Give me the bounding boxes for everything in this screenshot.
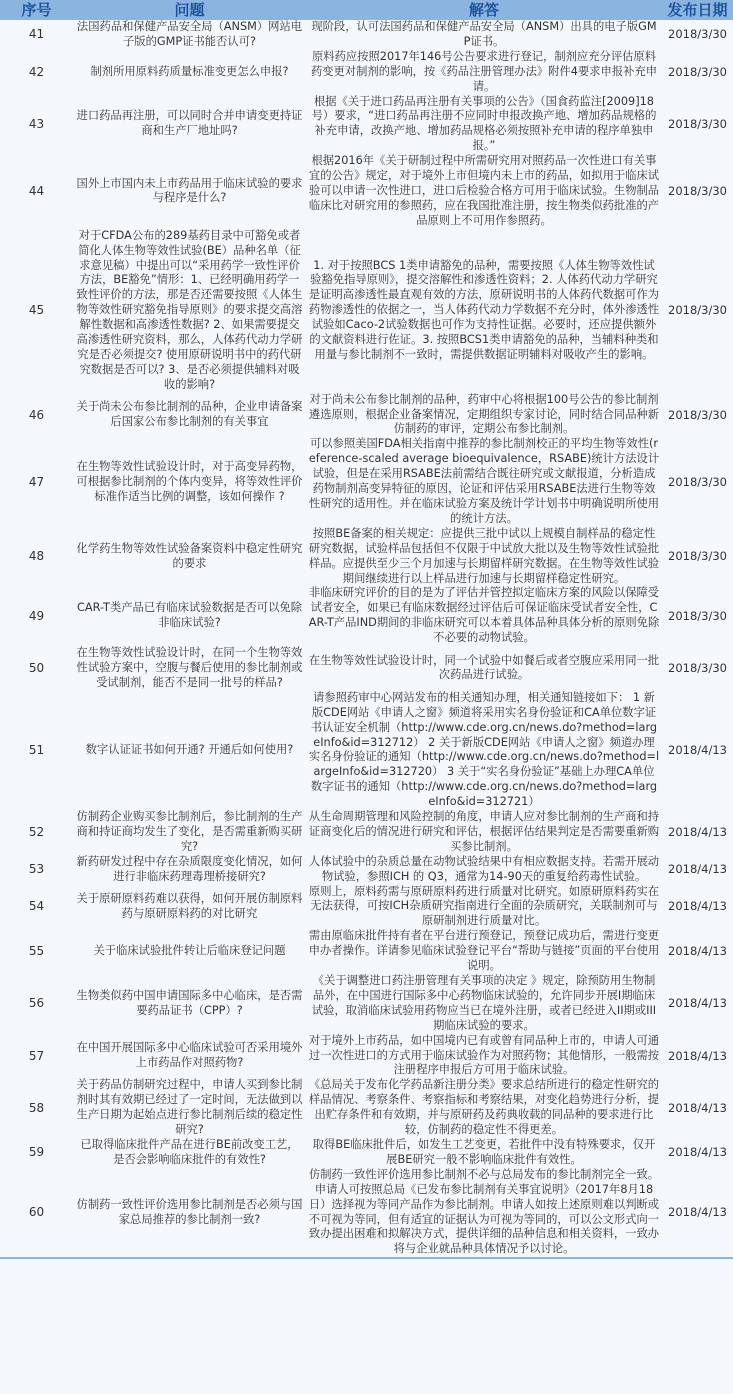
row-date: 2018/3/30 [668,303,727,318]
row-question: 仿制药企业购买参比制剂后，参比制剂的生产商和持证商均发生了变化，是否需重新购买研究? [76,810,303,853]
row-answer: 需由原临床批件持有者在平台进行预登记，预登记成功后，需进行变更申办者操作。详请参见临床试验登记平台“帮助与链接”页面的平台使用说明。 [308,929,660,973]
row-date: 2018/4/13 [668,1048,727,1063]
row-question: 关于尚未公布参比制剂的品种，企业申请备案后国家公布参比制剂的有关事宜 [76,400,303,429]
row-date: 2018/4/13 [668,996,727,1011]
row-question: 进口药品再注册，可以同时合并申请变更持证商和生产厂地址吗? [76,109,303,138]
row-number: 46 [28,407,45,422]
row-question: 在生物等效性试验设计时，对于高变异药物，可根据参比制剂的个体内变异，将等效性评价标准作适当比例的调整，该如何操作 ? [76,459,303,503]
table-row [0,691,733,810]
table-body [0,20,733,1258]
header-number: 序号 [0,0,73,20]
row-date: 2018/3/30 [668,608,727,623]
row-question: 制剂所用原料药质量标准变更怎么申报? [90,64,289,78]
row-number: 56 [28,996,45,1011]
row-date: 2018/3/30 [668,660,727,675]
header-question: 问题 [73,0,306,20]
row-number: 60 [28,1205,45,1220]
row-question: 新药研发过程中存在杂质限度变化情况，如何进行非临床药理毒理桥接研究? [76,854,303,883]
row-date: 2018/4/13 [668,1145,727,1160]
row-number: 51 [28,742,45,757]
table-row [0,1034,733,1079]
table-row [0,154,733,229]
row-question: 生物类似药中国申请国际多中心临床，是否需要药品证书（CPP）? [76,988,303,1017]
table-row [0,974,733,1034]
table-row [0,810,733,855]
table-row [0,586,733,646]
row-date: 2018/4/13 [668,899,727,914]
row-question: 法国药品和保健产品安全局（ANSM）网站电子版的GMP证书能否认可? [76,20,303,48]
row-question: 仿制药一致性评价选用参比制剂是否必须与国家总局推荐的参比制剂一致? [76,1197,303,1226]
row-answer: 取得BE临床批件后，如发生工艺变更，若批件中没有特殊要求，仅开展BE研究一般不影响临床批件有效性。 [312,1137,656,1166]
row-answer: 根据2016年《关于研制过程中所需研究用对照药品一次性进口有关事宜的公告》规定，对于境外上市但境内未上市的药品，如拟用于临床试验可以申请一次性进口，进口后检验合格方可用于临床试验。生物制品临床比对研究用的参照药，应在我国批准注册，按生物类似药批准的产品原则上不可用作参照药。 [308,154,660,227]
table-row [0,1078,733,1138]
row-date: 2018/3/30 [668,407,727,422]
row-question: 关于临床试验批件转让后临床登记问题 [93,944,286,958]
row-date: 2018/3/30 [668,183,727,198]
row-number: 44 [28,183,45,198]
table-row [0,229,733,393]
table-row [0,885,733,930]
row-number: 55 [28,944,45,959]
row-answer: 对于尚未公布参比制剂的品种，药审中心将根据100号公告的参比制剂遴选原则，根据企业备案情况，定期组织专家讨论，同时结合同品种新仿制药的审评，定期公布参比制剂。 [308,392,660,436]
row-number: 59 [28,1145,45,1160]
row-number: 42 [28,64,45,79]
table-row [0,1168,733,1258]
row-number: 49 [28,608,45,623]
row-question: 化学药生物等效性试验备案资料中稳定性研究的要求 [76,541,303,570]
table-row [0,527,733,587]
row-date: 2018/4/13 [668,824,727,839]
table-header [0,0,733,20]
row-number: 41 [28,27,45,42]
row-number: 48 [28,549,45,564]
row-answer: 《关于调整进口药注册管理有关事项的决定 》规定，除预防用生物制品外，在中国进行国际多中心药物临床试验的，允许同步开展I期临床试验，取消临床试验用药物应当已在境外注册，或者已经进入II期或III期临床试验的要求。 [311,974,657,1032]
table-row [0,855,733,885]
table-row [0,95,733,155]
table-row [0,1138,733,1168]
row-number: 52 [28,824,45,839]
row-answer: 人体试验中的杂质总量在动物试验结果中有相应数据支持。若需开展动物试验，参照ICH 的 Q3，通常为14-90天的重复给药毒性试验。 [308,854,660,883]
row-question: 关于药品仿制研究过程中，申请人买到参比制剂时其有效期已经过了一定时间，无法做到以生产日期为起始点进行参比制剂后续的稳定性研究? [76,1078,303,1137]
row-date: 2018/4/13 [668,1100,727,1115]
table-row [0,393,733,438]
row-number: 54 [28,899,45,914]
row-question: 国外上市国内未上市药品用于临床试验的要求与程序是什么? [76,176,303,205]
row-number: 58 [28,1100,45,1115]
row-question: 关于原研原料药难以获得，如何开展仿制原料药与原研原料药的对比研究 [76,892,303,920]
row-date: 2018/3/30 [668,549,727,564]
table-row [0,50,733,95]
row-question: 在中国开展国际多中心临床试验可否采用境外上市药品作对照药物? [76,1041,303,1069]
row-question: 已取得临床批件产品在进行BE前改变工艺，是否会影响临床批件的有效性? [80,1137,299,1166]
header-answer: 解答 [306,0,662,20]
row-date: 2018/3/30 [668,474,727,489]
row-date: 2018/4/13 [668,1205,727,1220]
row-answer: 《总局关于发布化学药品新注册分类》要求总结所进行的稳定性研究的样品情况、考察条件、考察指标和考察结果，对变化趋势进行分析，提出贮存条件和有效期，并与原研药及药典收载的同品种的要求进行比较，仿制药的稳定性不得更差。 [308,1078,660,1137]
row-date: 2018/4/13 [668,862,727,877]
row-answer: 从生命周期管理和风险控制的角度，申请人应对参比制剂的生产商和持证商变化后的情况进行研究和评估，根据评估结果判定是否需要重新购买参比制剂。 [308,810,660,853]
row-question: CAR-T类产品已有临床试验数据是否可以免除非临床试验? [77,601,302,630]
table-row [0,646,733,691]
row-answer: 1. 对于按照BCS 1类申请豁免的品种，需要按照《人体生物等效性试验豁免指导原则》，提交溶解性和渗透性资料；2. 人体药代动力学研究是证明高渗透性最直观有效的方法，原研说明书的人体药代数据可作为药物渗透性的依据之一，当人体药代动力学数据不充分时，体外渗透性试验如Caco-2试验数据也可作为支持性证据。必要时，还应提供额外的文献资料进行佐证。3. 按照BCS1类申请豁免的品种，当辅料种类和用量与参比制剂不一致时，需提供数据证明辅料对吸收产生的影响。 [308,258,660,361]
row-answer: 请参照药审中心网站发布的相关通知办理，相关通知链接如下： 1 新版CDE网站《申请人之窗》频道将采用实名身份验证和CA单位数字证书认证安全机制（http://www.cde.org.cn/news.do?method=largeInfo&id=312712） 2 关于新版CDE网站《申请人之窗》频道办理实名身份验证的通知（http://www.cde.org.cn/news.do?method=largeInfo&id=312720） 3 关于“实名身份验证”基础上办理CA单位数字证书的通知（http://www.cde.org.cn/news.do?method=largeInfo&id=312721） [308,690,660,809]
row-date: 2018/4/13 [668,944,727,959]
row-date: 2018/3/30 [668,116,727,131]
row-answer: 原则上，原料药需与原研原料药进行质量对比研究。如原研原料药实在无法获得，可按ICH杂质研究指南进行全面的杂质研究，关联制剂可与原研制剂进行质量对比。 [308,884,660,928]
table-row [0,20,733,50]
row-number: 53 [28,862,45,877]
row-answer: 现阶段，认可法国药品和保健产品安全局（ANSM）出具的电子版GMP证书。 [311,20,657,48]
row-answer: 原料药应按照2017年146号公告要求进行登记，制剂应充分评估原料药变更对制剂的影响，按《药品注册管理办法》附件4要求申报补充申请。 [310,49,658,93]
row-question: 数字认证证书如何开通? 开通后如何使用? [85,742,294,756]
row-answer: 根据《关于进口药品再注册有关事项的公告》（国食药监注[2009]18号）要求，“进口药品再注册不应同时申报改换产地、增加药品规格的补充申请，改换产地、增加药品规格必须按照补充申请的程序单独申报。” [311,94,657,153]
row-question: 对于CFDA公布的289基药目录中可豁免或者简化人体生物等效性试验(BE）品种名单（征求意见稿）中提出可以“采用药学一致性评价方法，BE豁免”情形：1、已经明确用药学一致性评价的方法，那是否还需要按照《人体生物等效性研究豁免指导原则》的要求提交高溶解性数据和高渗透性数据? 2、如果需要提交高渗透性研究资料，那么，人体药代动力学研究是否必须提交? 使用原研说明书中的药代研究数据是否可以? 3、是否必须提供辅料对吸收的影响? [76,228,303,391]
table-row [0,929,733,974]
row-number: 43 [28,116,45,131]
row-number: 47 [28,474,45,489]
row-number: 45 [28,303,45,318]
row-answer: 对于境外上市药品，如中国境内已有或曾有同品种上市的，申请人可通过一次性进口的方式用于临床试验作为对照药物；其他情形，一般需按注册程序申报后方可用于临床试验。 [308,1033,660,1077]
table-row [0,437,733,526]
row-date: 2018/4/13 [668,742,727,757]
row-date: 2018/3/30 [668,27,727,42]
row-number: 50 [28,660,45,675]
row-answer: 按照BE备案的相关规定：应提供三批中试以上规模自制样品的稳定性研究数据，试验样品包括但不仅限于中试放大批以及生物等效性试验批样品。应提供至少三个月加速与长期留样研究数据。在生物等效性试验期间继续进行以上样品进行加速与长期留样稳定性研究。 [308,526,660,585]
row-question: 在生物等效性试验设计时，在同一个生物等效性试验方案中，空腹与餐后使用的参比制剂或受试制剂，能否不是同一批号的样品? [76,646,303,689]
row-answer: 可以参照美国FDA相关指南中推荐的参比制剂校正的平均生物等效性(reference-scaled average bioequivalence，RSABE)统计方法设计试验，但是在采用RSABE法前需结合既往研究或文献报道，分析造成药物制剂高变异特征的原因，论证和评估采用RSABE法进行生物等效性研究的适用性。并在临床试验方案及统计学计划书中明确说明所使用的统计方法。 [308,437,660,525]
row-answer: 非临床研究评价的目的是为了评估并管控拟定临床方案的风险以保障受试者安全，如果已有临床数据经过评估后可保证临床受试者安全性，CAR-T产品IND期间的非临床研究可以本着具体品种具体分析的原则免除不必要的动物试验。 [308,586,660,645]
row-answer: 仿制药一致性评价选用参比制剂不必与总局发布的参比制剂完全一致。申请人可按照总局《已发布参比制剂有关事宜说明》（2017年8月18日）选择视为等同产品作为参比制剂。申请人如按上述原则难以判断或不可视为等同，但有适宜的证据认为可视为等同的，可以公文形式向一致办提出困难和拟解决方式，提供详细的品种信息和相关资料，一致办将与企业就品种具体情况予以讨论。 [308,1167,660,1256]
header-date: 发布日期 [662,0,733,20]
row-number: 57 [28,1048,45,1063]
row-date: 2018/3/30 [668,64,727,79]
row-answer: 在生物等效性试验设计时，同一个试验中如餐后或者空腹应采用同一批次药品进行试验。 [308,653,660,682]
